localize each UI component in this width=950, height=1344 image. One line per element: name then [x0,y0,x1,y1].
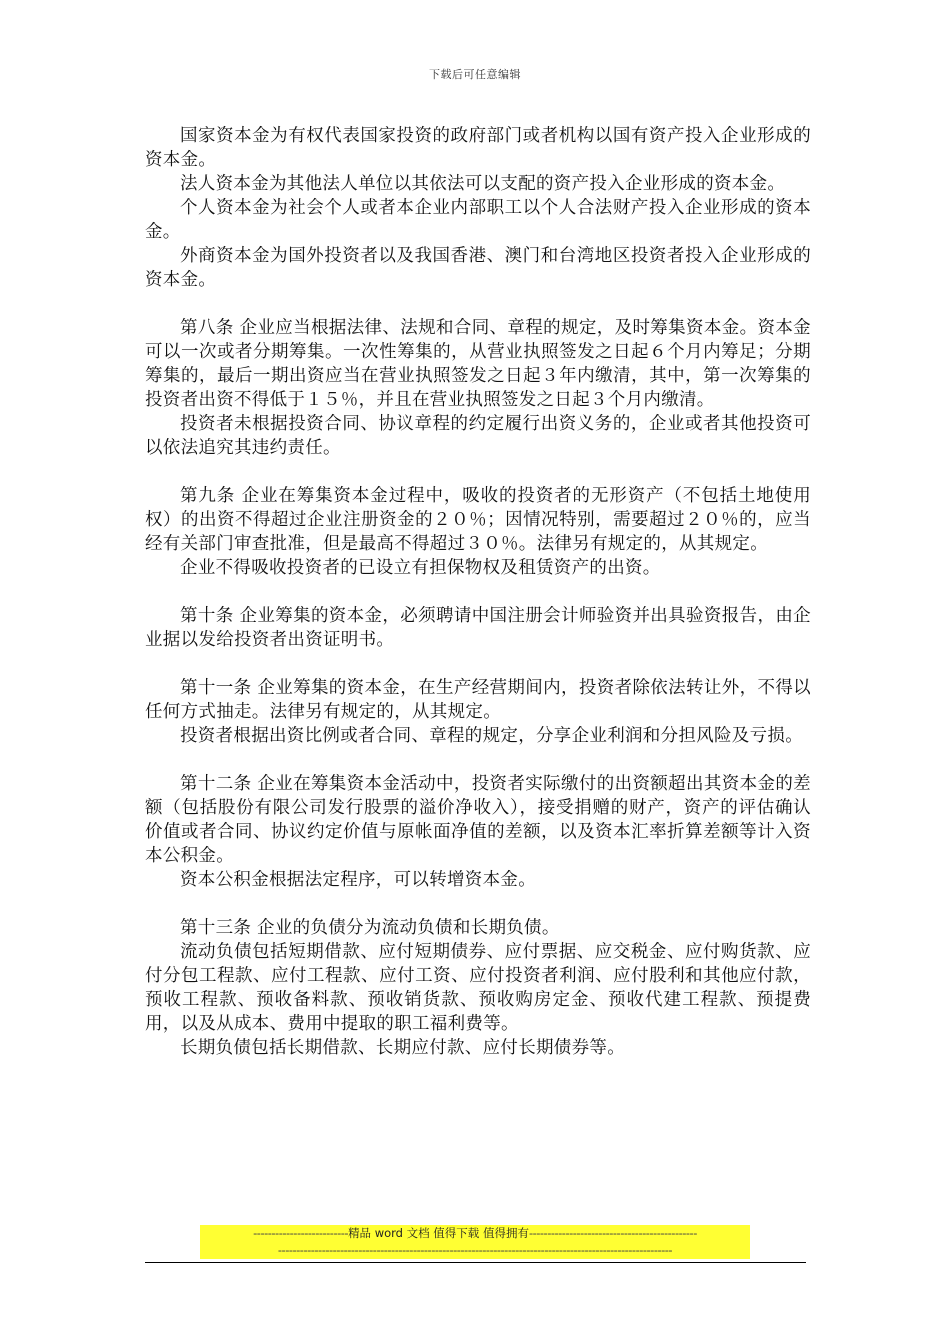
document-body [145,124,811,1060]
paragraph-state-capital: 国家资本金为有权代表国家投资的政府部门或者机构以国有资产投入企业形成的资本金。 [145,126,811,170]
article-13-long-term-liabilities: 长期负债包括长期借款、长期应付款、应付长期债券等。 [180,1038,625,1058]
paragraph-legal-person-capital: 法人资本金为其他法人单位以其依法可以支配的资产投入企业形成的资本金。 [180,174,786,194]
article-13-current-liabilities: 流动负债包括短期借款、应付短期债券、应付票据、应交税金、应付购货款、应付分包工程款、应付工程款、应付工资、应付投资者利润、应付股利和其他应付款，预收工程款、预收备料款、预收销货款、预收购房定金、预收代建工程款、预提费用，以及从成本、费用中提取的职工福利费等。 [145,942,811,1034]
banner-dashes-right: ---------------------------------------------- [528,1226,697,1240]
footer-banner-text: 精品 word 文档 值得下载 值得拥有 [348,1226,529,1240]
article-8: 第八条 企业应当根据法律、法规和合同、章程的规定，及时筹集资本金。资本金可以一次或者分期筹集。一次性筹集的，从营业执照签发之日起６个月内筹足；分期筹集的，最后一期出资应当在营业执照签发之日起３年内缴清，其中，第一次筹集的投资者出资不得低于１５％，并且在营业执照签发之日起３个月内缴清。 [145,318,811,410]
footer-banner-line-2: ------------------------------------------------------------------------------------------------------------ [277,1243,673,1257]
paragraph-spacer [145,292,811,316]
page-header: 下载后可任意编辑 [429,68,521,81]
paragraph-spacer [145,580,811,604]
footer-banner [200,1225,750,1259]
banner-dashes-left: -------------------------- [253,1226,349,1240]
article-11: 第十一条 企业筹集的资本金，在生产经营期间内，投资者除依法转让外，不得以任何方式抽走。法律另有规定的，从其规定。 [145,678,811,722]
footer-banner-line-1 [200,1225,750,1242]
paragraph-spacer [145,748,811,772]
paragraph-spacer [145,892,811,916]
paragraph-spacer [145,652,811,676]
article-9-clause-2: 企业不得吸收投资者的已设立有担保物权及租赁资产的出资。 [180,558,661,578]
paragraph-foreign-capital: 外商资本金为国外投资者以及我国香港、澳门和台湾地区投资者投入企业形成的资本金。 [145,246,811,290]
article-9: 第九条 企业在筹集资本金过程中，吸收的投资者的无形资产（不包括土地使用权）的出资不得超过企业注册资金的２０％；因情况特别，需要超过２０％的，应当经有关部门审查批准，但是最高不得超过３０％。法律另有规定的，从其规定。 [145,486,811,554]
paragraph-spacer [145,460,811,484]
article-8-clause-2: 投资者未根据投资合同、协议章程的约定履行出资义务的，企业或者其他投资可以依法追究其违约责任。 [145,414,811,458]
article-12-clause-2: 资本公积金根据法定程序，可以转增资本金。 [180,870,536,890]
article-10: 第十条 企业筹集的资本金，必须聘请中国注册会计师验资并出具验资报告，由企业据以发给投资者出资证明书。 [145,606,811,650]
article-11-clause-2: 投资者根据出资比例或者合同、章程的规定，分享企业利润和分担风险及亏损。 [180,726,803,746]
article-13: 第十三条 企业的负债分为流动负债和长期负债。 [180,918,560,938]
paragraph-individual-capital: 个人资本金为社会个人或者本企业内部职工以个人合法财产投入企业形成的资本金。 [145,198,811,242]
article-12: 第十二条 企业在筹集资本金活动中，投资者实际缴付的出资额超出其资本金的差额（包括股份有限公司发行股票的溢价净收入），接受捐赠的财产，资产的评估确认价值或者合同、协议约定价值与原帐面净值的差额，以及资本汇率折算差额等计入资本公积金。 [145,774,811,866]
footer-rule [145,1262,806,1263]
